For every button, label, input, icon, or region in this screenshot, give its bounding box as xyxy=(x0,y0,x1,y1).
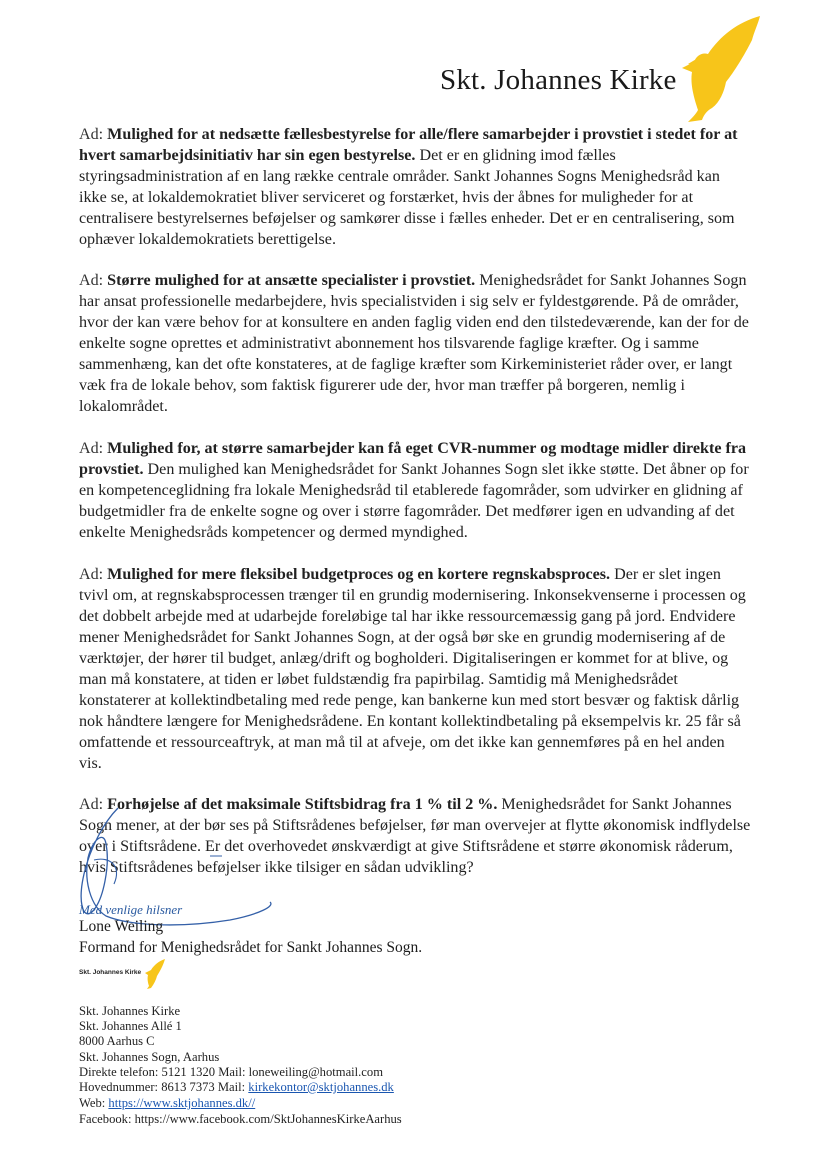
ad-prefix: Ad: xyxy=(79,796,108,813)
paragraph-heading: Større mulighed for at ansætte specialister i provstiet. xyxy=(107,272,476,289)
paragraph-4 xyxy=(79,564,751,774)
paragraph-body: Den mulighed kan Menighedsrådet for Sankt Johannes Sogn slet ikke støtte. Det åbner op for en kompetenceglidning fra lokale Menighedsråd til etablerede fagområder, som udvirker en glidning af budgetmidler fra de enkelte sogne og over i større fagområder. Det medfører igen en udvanding af det enkelte Menighedsråds kompetencer og dermed myndighed. xyxy=(79,461,749,541)
ad-prefix: Ad: xyxy=(79,272,108,289)
paragraph-body: Menighedsrådet for Sankt Johannes Sogn har ansat professionelle medarbejdere, hvis specialistviden i sig selv er fyldestgørende. På de områder, hvor der kan være behov for at konsultere en anden faglig viden end den tilstedeværende, kan der for de enkelte sogne oprettes et administrativt abonnement hos tilsvarende faglige kræfter. Og i samme sammenhæng, kan det ofte konstateres, at de faglige kræfter som Kirkeministeriet råder over, er langt væk fra de lokale behov, som faktisk figurerer ude der, hvor man træffer på borgeren, nemlig i lokalområdet. xyxy=(79,272,749,415)
contact-street: Skt. Johannes Allé 1 xyxy=(79,1019,182,1033)
ad-prefix: Ad: xyxy=(79,566,108,583)
signer-title: Formand for Menighedsrådet for Sankt Johannes Sogn. xyxy=(79,939,423,956)
ad-prefix: Ad: xyxy=(79,440,108,457)
contact-facebook: Facebook: https://www.facebook.com/SktJohannesKirkeAarhus xyxy=(79,1112,402,1126)
paragraph-1 xyxy=(79,124,751,250)
paragraph-heading: Mulighed for at nedsætte fællesbestyrelse for alle/flere samarbejder i provstiet i stedet for at hvert samarbejdsinitiativ har sin egen bestyrelse. xyxy=(79,126,738,164)
office-email-link[interactable]: kirkekontor@sktjohannes.dk xyxy=(248,1080,394,1094)
contact-church-name: Skt. Johannes Kirke xyxy=(79,1004,181,1018)
small-logo-text: Skt. Johannes Kirke xyxy=(79,969,142,976)
paragraph-heading: Forhøjelse af det maksimale Stiftsbidrag fra 1 % til 2 %. xyxy=(107,796,498,813)
letterhead-name: Skt. Johannes Kirke xyxy=(440,64,677,96)
eagle-small-icon xyxy=(140,958,166,990)
contact-web xyxy=(79,1096,255,1111)
signer-name: Lone Weiling xyxy=(79,918,164,935)
closing-phrase: Med venlige hilsner xyxy=(79,902,183,917)
website-link[interactable]: https://www.sktjohannes.dk// xyxy=(108,1096,256,1110)
paragraph-heading: Mulighed for, at større samarbejder kan få eget CVR-nummer og modtage midler direkte fra provstiet. xyxy=(79,440,747,478)
contact-main-number xyxy=(79,1080,394,1095)
contact-parish: Skt. Johannes Sogn, Aarhus xyxy=(79,1050,220,1064)
paragraph-body: Der er slet ingen tvivl om, at regnskabsprocessen trænger til en grundig modernisering. Inkonsekvenserne i processen og det dobbelt arbejde med at udarbejde foreløbige tal har ikke ressourcemæssig gang på jord. Endvidere mener Menighedsrådet for Sankt Johannes Sogn, at der også bør ske en grundig modernisering af de værktøjer, der hører til budget, anlæg/drift og bogholderi. Digitaliseringen er kommet for at blive, og man må konstatere, at tiden er løbet fuldstændig fra papirbilag. Samtidig må Menighedsrådet konstaterer at kollektindbetaling med rede penge, kan bankerne kun med stort besvær og faktisk dårlig nok håndtere længere for Menighedsrådene. En kontant kollektindbetaling på eksempelvis kr. 25 får så omfattende et ressourceaftryk, at man må til at afveje, om det ikke kan gennemføres på en hel anden vis. xyxy=(79,566,746,772)
contact-postcode: 8000 Aarhus C xyxy=(79,1034,155,1048)
ad-prefix: Ad: xyxy=(79,126,108,143)
paragraph-2 xyxy=(79,270,751,417)
paragraph-heading: Mulighed for mere fleksibel budgetproces og en kortere regnskabsproces. xyxy=(107,566,611,583)
main-number-text: Hovednummer: 8613 7373 Mail: xyxy=(79,1080,249,1094)
paragraph-body: Menighedsrådet for Sankt Johannes Sogn mener, at der bør ses på Stiftsrådenes beføjelser, før man overvejer at flytte økonomisk indflydelse over i Stiftsrådene. Er det overhovedet ønskværdigt at give Stiftsrådene et større økonomisk råderum, hvis Stiftsrådenes beføjelser ikke tilsiger en sådan udvikling? xyxy=(79,796,751,876)
contact-direct-phone: Direkte telefon: 5121 1320 Mail: loneweiling@hotmail.com xyxy=(79,1065,383,1079)
web-label: Web: xyxy=(79,1096,109,1110)
paragraph-body: Det er en glidning imod fælles styringsadministration af en lang række centrale områder. Sankt Johannes Sogns Menighedsråd kan ikke se, at lokaldemokratiet bliver serviceret og forstærket, hvis der åbnes for muligheder for at centralisere bestyrelsernes beføjelser og samkører disse i fælles enheder. Det er en centralisering, som ophæver lokaldemokratiets berettigelse. xyxy=(79,147,735,248)
paragraph-3 xyxy=(79,438,751,543)
eagle-logo-icon xyxy=(668,14,764,124)
